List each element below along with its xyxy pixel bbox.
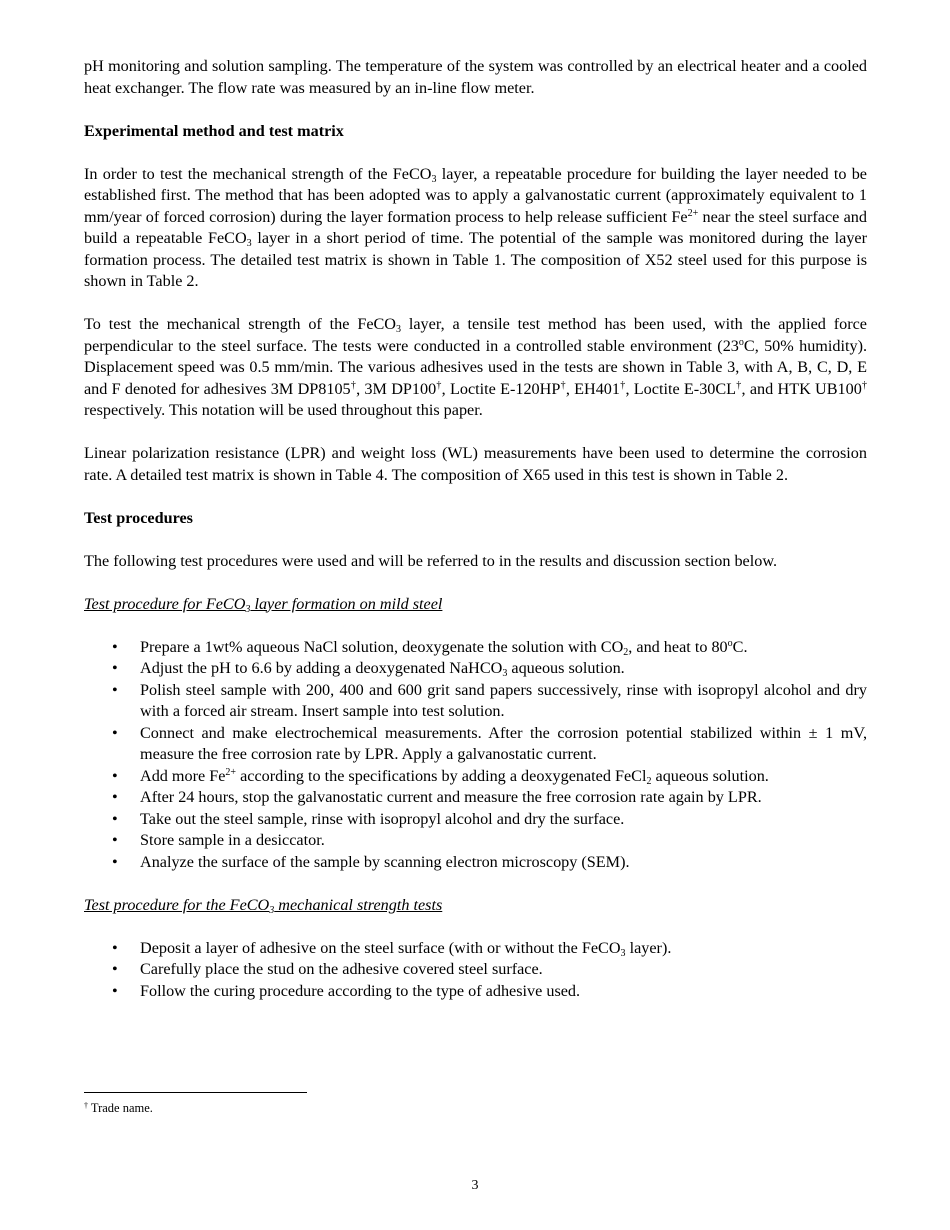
list-item: • Analyze the surface of the sample by scanning electron microscopy (SEM). — [84, 852, 867, 874]
bullet-icon: • — [112, 981, 118, 1000]
list-item: • Follow the curing procedure according to the type of adhesive used. — [84, 981, 867, 1003]
list-item: • Deposit a layer of adhesive on the steel surface (with or without the FeCO$_3$ layer). — [112, 938, 672, 959]
bullet-icon: • — [112, 809, 118, 828]
bullet-icon: • — [112, 680, 118, 699]
list-item: • Adjust the pH to 6.6 by adding a deoxygenated NaHCO$_3$ aqueous solution. — [112, 659, 625, 679]
bullet-icon: • — [112, 723, 118, 742]
bullet-icon: • — [112, 938, 118, 957]
mechanical-strength-list — [84, 938, 867, 1003]
method-paragraph-2: To test the mechanical strength of the FeCO$_3$ layer, a tensile test method has been used, with the applied force perpendicular to the steel surface. The tests were conducted in a controlled stable environment (23$^o$C, 50% humidity). Displacement speed was 0.5 mm/min. The various adhesives used in the tests are shown in Table 3, with A, B, C, D, E and F denoted for adhesives 3M DP8105†, 3M DP100†, Loctite E-120HP†, EH401†, Loctite E-30CL†, and HTK UB100† respectively. This notation will be used throughout this paper. — [84, 315, 868, 419]
subheading-layer-formation: Test procedure for FeCO$_3$ layer formation on mild steel — [84, 594, 443, 615]
footnote-divider — [84, 1092, 307, 1093]
footnote: † Trade name. — [84, 1101, 153, 1115]
bullet-icon: • — [112, 960, 118, 978]
intro-paragraph: pH monitoring and solution sampling. The temperature of the system was controlled by an electrical heater and a cooled heat exchanger. The flow rate was measured by an in-line flow meter. — [84, 57, 867, 97]
list-item: • Carefully place the stud on the adhesive covered steel surface. — [84, 959, 867, 981]
page-body — [84, 56, 867, 1024]
layer-formation-list — [84, 637, 867, 874]
subheading-mechanical-strength: Test procedure for the FeCO$_3$ mechanical strength tests — [84, 895, 443, 916]
bullet-icon: • — [112, 788, 118, 806]
page-number: 3 — [471, 1178, 479, 1193]
method-paragraph-3: Linear polarization resistance (LPR) and weight loss (WL) measurements have been used to determine the corrosion rate. A detailed test matrix is shown in Table 4. The composition of X65 used in this test is shown in Table 2. — [84, 444, 867, 484]
bullet-icon: • — [112, 637, 118, 656]
procedures-intro: The following test procedures were used and will be referred to in the results and discussion section below. — [84, 551, 778, 570]
list-item: • After 24 hours, stop the galvanostatic current and measure the free corrosion rate again by LPR. — [84, 787, 867, 809]
bullet-icon: • — [112, 766, 118, 785]
section-heading-method: Experimental method and test matrix — [84, 121, 344, 140]
list-item: • Store sample in a desiccator. — [84, 830, 867, 852]
bullet-icon: • — [112, 659, 118, 677]
method-paragraph-1: In order to test the mechanical strength of the FeCO$_3$ layer, a repeatable procedure for building the layer needed to be established first. The method that has been adopted was to apply a galvanostatic current (approximately equivalent to 1 mm/year of forced corrosion) during the layer formation process to help release sufficient $Fe^{2+}$ near the steel surface and build a repeatable FeCO$_3$ layer in a short period of time. The potential of the sample was monitored during the layer formation process. The detailed test matrix is shown in Table 1. The composition of X52 steel used for this purpose is shown in Table 2. — [84, 164, 867, 290]
bullet-icon: • — [112, 831, 118, 849]
list-item: • Take out the steel sample, rinse with isopropyl alcohol and dry the surface. — [84, 809, 867, 831]
list-item: • Polish steel sample with 200, 400 and 600 grit sand papers successively, rinse with isopropyl alcohol and dry with a forced air stream. Insert sample into test solution. — [112, 680, 867, 720]
list-item: • Connect and make electrochemical measurements. After the corrosion potential stabilized within ± 1 mV, measure the free corrosion rate by LPR. Apply a galvanostatic current. — [112, 723, 867, 763]
list-item: • Prepare a 1wt% aqueous NaCl solution, deoxygenate the solution with $CO_2$, and heat to 80$^o$C. — [112, 637, 748, 658]
list-item: • Add more $Fe^{2+}$ according to the specifications by adding a deoxygenated FeCl$_2$ aqueous solution. — [112, 766, 769, 787]
section-heading-procedures: Test procedures — [84, 508, 193, 527]
bullet-icon: • — [112, 852, 118, 871]
